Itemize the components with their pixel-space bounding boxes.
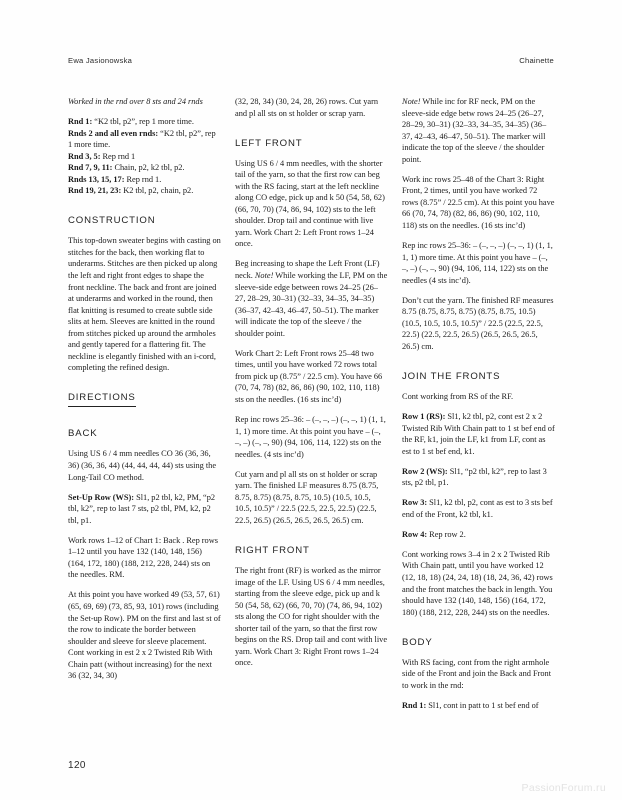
- run-text: “K2 tbl, p2”, rep 1 more time.: [94, 117, 194, 127]
- running-head: [68, 56, 554, 65]
- run-text: Beg increasing to shape the Left Front (LF) neck.: [235, 259, 380, 281]
- page-number: 120: [68, 760, 86, 771]
- watermark: PassionForum.ru: [521, 782, 606, 794]
- round-instruction: [68, 174, 221, 186]
- section-heading: LEFT FRONT: [235, 137, 303, 149]
- column-2: [235, 96, 388, 736]
- body-paragraph: Cont working from RS of the RF.: [402, 391, 514, 401]
- body-paragraph: [402, 466, 555, 489]
- run-label: Rnd 7, 9, 11:: [68, 163, 115, 173]
- body-paragraph: Rep inc rows 25–36: – (–, –, –) (–, –, 1) (1, 1, 1, 1) more time. At this point you have – (–, –, –) (–, –, 90) (94, 106, 114, 122) sts on the needles. (4 sts inc’d): [235, 415, 386, 459]
- run-text: K2 tbl, p2, chain, p2.: [123, 186, 194, 196]
- round-instruction: [68, 128, 221, 151]
- round-instruction: [68, 162, 221, 174]
- run-label: Rnd 3, 5:: [68, 151, 103, 161]
- run-label: Row 4:: [402, 529, 430, 539]
- section-heading: DIRECTIONS: [68, 382, 136, 407]
- section-heading: JOIN THE FRONTS: [402, 370, 501, 382]
- run-text: While working the LF, PM on the sleeve-side edge between rows 24–25 (26–27, 28–29, 30–31) (32–33, 34–35, 34–35) (36–37, 42–43, 46–47, 50–51). The marker will indicate the top of the sleeve / the shoulder point.: [235, 271, 388, 338]
- body-paragraph: Work Chart 2: Left Front rows 25–48 two times, until you have worked 72 rows total from pick up (8.75” / 22.5 cm). You have 66 (70, 74, 78) (82, 86, 86) (90, 102, 110, 118) sts on the needles. (16 sts inc’d): [235, 348, 383, 404]
- body-paragraph: Work rows 1–12 of Chart 1: Back . Rep rows 1–12 until you have 132 (140, 148, 156) (164, 172, 180) (188, 212, 228, 244) sts on the needles. RM.: [68, 535, 218, 580]
- body-paragraph: Worked in the rnd over 8 sts and 24 rnds: [68, 97, 203, 106]
- column-1: [68, 96, 221, 736]
- body-paragraph: Cont working rows 3–4 in 2 x 2 Twisted Rib With Chain patt, until you have worked 12 (12, 18, 18) (24, 24, 18) (18, 24, 36, 42) rows and the front matches the back in length. You should have 132 (140, 148, 156) (164, 172, 180) (188, 212, 228, 244) sts on the needles.: [402, 549, 553, 617]
- run-note: Note!: [254, 271, 274, 281]
- run-text: Rep rnd 1.: [126, 174, 162, 184]
- body-paragraph: [402, 529, 555, 541]
- run-label: Set-Up Row (WS):: [68, 492, 137, 502]
- run-text: Rep rnd 1: [102, 151, 136, 161]
- section-heading: RIGHT FRONT: [235, 544, 310, 556]
- run-label: Rnd 19, 21, 23:: [68, 186, 124, 196]
- run-text: “K2 tbl, p2”, rep 1 more time.: [68, 128, 216, 150]
- body-paragraph: Rep inc rows 25–36: – (–, –, –) (–, –, 1) (1, 1, 1, 1) more time. At this point you have – (–, –, –) (–, –, 90) (94, 106, 114, 122) sts on the needles (4 sts inc’d).: [402, 241, 553, 285]
- body-paragraph: [402, 497, 555, 520]
- section-heading: BODY: [402, 636, 433, 648]
- run-label: Rnds 13, 15, 17:: [68, 174, 127, 184]
- body-paragraph: This top-down sweater begins with casting on stitches for the back, then working flat to underarms. Stitches are then picked up along the left and right front edges to shape the front neckline. The back and front are joined at underarms and worked in the round, then flat knitting is resumed to create subtle side slits at hem. Sleeves are knitted in the round from stitches picked up around the armholes and gently tapered for a flattering fit. The neckline is elegantly finished with an i-cord, completing the refined design.: [68, 236, 221, 373]
- body-paragraph: [68, 492, 221, 527]
- run-text: Sl1, k2 tbl, p2, cont as est to 3 sts bef end of the Front, k2 tbl, k1.: [402, 498, 553, 519]
- body-paragraph: [402, 96, 555, 165]
- round-instruction: [68, 151, 221, 163]
- run-note: Note!: [402, 97, 421, 106]
- body-paragraph: With RS facing, cont from the right armhole side of the Front and join the Back and Front to work in the rnd:: [402, 657, 552, 690]
- column-3: [402, 96, 555, 736]
- section-heading: BACK: [68, 428, 98, 440]
- run-label: Row 2 (WS):: [402, 466, 450, 476]
- running-head-pattern-name: Chainette: [519, 56, 554, 65]
- body-paragraph: [235, 258, 388, 339]
- body-paragraph: Using US 6 / 4 mm needles, with the shorter tail of the yarn, so that the first row can beg with the RS facing, start at the left neckline along CO edge, pick up and k 50 (54, 58, 62) (66, 70, 70) (74, 86, 94, 102) sts to the left shoulder. Drop tail and continue with live yarn. Work Chart 2: Left Front rows 1–24 once.: [235, 158, 385, 249]
- body-paragraph: (32, 28, 34) (30, 24, 28, 26) rows. Cut yarn and pl all sts on st holder or scrap yarn.: [235, 97, 379, 118]
- running-head-author: Ewa Jasionowska: [68, 56, 133, 65]
- run-text: Chain, p2, k2 tbl, p2.: [114, 163, 185, 173]
- body-paragraph: [402, 700, 555, 712]
- round-instruction: [68, 185, 221, 197]
- run-label: Row 1 (RS):: [402, 411, 448, 421]
- body-paragraph: Work inc rows 25–48 of the Chart 3: Right Front, 2 times, until you have worked 72 rows (8.75” / 22.5 cm). At this point you have 66 (70, 74, 78) (82, 86, 86) (90, 102, 110, 118) sts on the needles. (16 sts inc’d): [402, 174, 555, 230]
- body-paragraph: At this point you have worked 49 (53, 57, 61) (65, 69, 69) (73, 85, 93, 101) rows (including the Set-up Row). PM on the first and last st of the row to indicate the border between shoulder and sleeve for sleeve placement. Cont working in est 2 x 2 Twisted Rib With Chain patt (without increasing) for the next 36 (32, 34, 30): [68, 590, 221, 681]
- body-paragraph: [402, 411, 555, 457]
- run-label: Rnds 2 and all even rnds:: [68, 128, 161, 138]
- run-text: Rep row 2.: [429, 529, 466, 539]
- body-paragraph: Using US 6 / 4 mm needles CO 36 (36, 36, 36) (36, 36, 44) (44, 44, 44, 44) sts using the Long-Tail CO method.: [68, 449, 217, 482]
- section-heading: CONSTRUCTION: [68, 215, 156, 227]
- run-text: While inc for RF neck, PM on the sleeve-side edge betw rows 24–25 (26–27, 28–29, 30–31) (32–33, 34–35, 34–35) (36–37, 42–43, 46–47, 50–51). The marker will indicate the top of the sleeve / the shoulder point.: [402, 97, 547, 164]
- run-text: Sl1, cont in patt to 1 st bef end of: [428, 700, 539, 710]
- text-columns: [68, 96, 556, 736]
- body-paragraph: The right front (RF) is worked as the mirror image of the LF. Using US 6 / 4 mm needles, starting from the sleeve edge, pick up and k 50 (54, 58, 62) (66, 70, 70) (74, 86, 94, 102) sts along the CO for right shoulder with the shorter tail of the yarn, so that the first row begins on the RS. Drop tail and cont with live yarn. Work Chart 3: Right Front rows 1–24 once.: [235, 565, 388, 668]
- body-paragraph: Cut yarn and pl all sts on st holder or scrap yarn. The finished LF measures 8.75 (8.75, 8.75, 8.75) (8.75, 8.75, 10.5) (10.5, 10.5, 10.5, 10.5)” / 22.5 (22.5, 22.5, 22.5) (22.5, 22.5, 26.5) (26.5, 26.5, 26.5, 26.5) cm.: [235, 469, 379, 525]
- run-label: Rnd 1:: [402, 700, 429, 710]
- round-instruction: [68, 116, 221, 128]
- body-paragraph: Don’t cut the yarn. The finished RF measures 8.75 (8.75, 8.75, 8.75) (8.75, 8.75, 10.5) (10.5, 10.5, 10.5, 10.5)” / 22.5 (22.5, 22.5, 22.5) (22.5, 22.5, 26.5) (26.5, 26.5, 26.5, 26.5) cm.: [402, 295, 554, 351]
- run-text: Sl1, k2 tbl, p2, cont est 2 x 2 Twisted Rib With Chain patt to 1 st bef end of the RF, k1, join the LF, k1 from LF, cont as est to 1 st bef end, k1.: [402, 411, 555, 456]
- run-label: Row 3:: [402, 498, 430, 508]
- run-label: Rnd 1:: [68, 117, 95, 127]
- run-text: Sl1, p2 tbl, k2, PM, “p2 tbl, k2”, rep to last 7 sts, p2 tbl, PM, k2, p2 tbl, p1.: [68, 492, 216, 525]
- run-text: Sl1, “p2 tbl, k2”, rep to last 3 sts, p2 tbl, p1.: [402, 466, 547, 488]
